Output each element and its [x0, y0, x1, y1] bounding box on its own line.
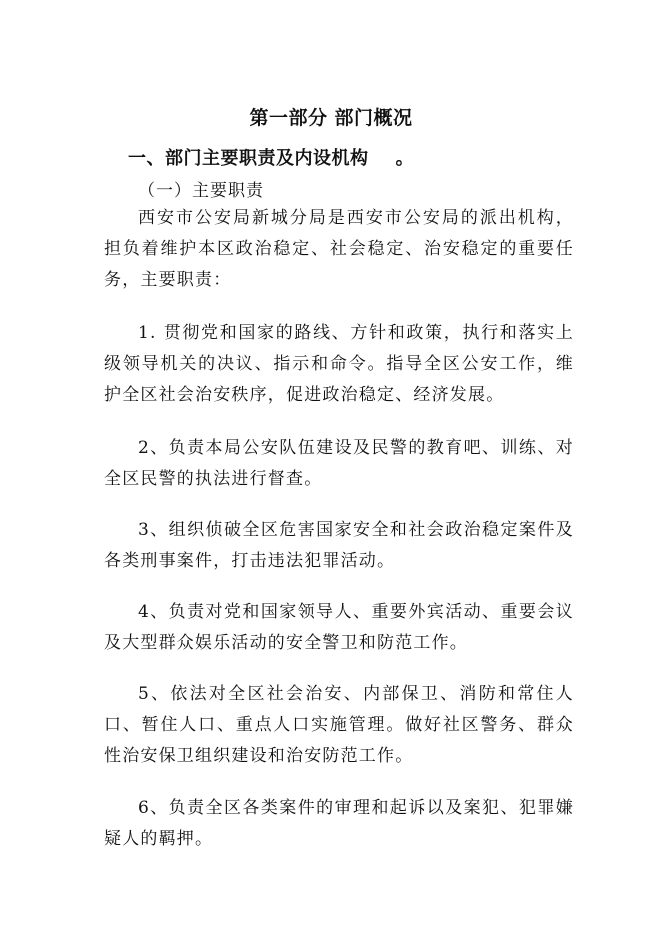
subsection-heading: （一）主要职责 — [138, 181, 264, 201]
duty-paragraph-5: 5、依法对全区社会治安、内部保卫、消防和常住人口、暂住人口、重点人口实施管理。做好社区警务、群众性治安保卫组织建设和治安防范工作。 — [104, 684, 574, 766]
section-heading: 一、部门主要职责及内设机构 。 — [128, 148, 415, 169]
duty-paragraph-1: 1. 贯彻党和国家的路线、方针和政策，执行和落实上级领导机关的决议、指示和命令。指导全区公安工作，维护全区社会治安秩序，促进政治稳定、经济发展。 — [104, 323, 574, 405]
duty-paragraph-2: 2、负责本局公安队伍建设及民警的教育吧、训练、对全区民警的执法进行督查。 — [104, 438, 574, 489]
intro-paragraph: 西安市公安局新城分局是西安市公安局的派出机构，担负着维护本区政治稳定、社会稳定、治安稳定的重要任务，主要职责： — [104, 208, 574, 290]
duty-paragraph-3: 3、组织侦破全区危害国家安全和社会政治稳定案件及各类刑事案件，打击违法犯罪活动。 — [104, 520, 574, 571]
duty-paragraph-6: 6、负责全区各类案件的审理和起诉以及案犯、犯罪嫌疑人的羁押。 — [104, 798, 574, 849]
page-title: 第一部分 部门概况 — [249, 107, 413, 129]
duty-paragraph-4: 4、负责对党和国家领导人、重要外宾活动、重要会议及大型群众娱乐活动的安全警卫和防范工作。 — [104, 602, 574, 653]
